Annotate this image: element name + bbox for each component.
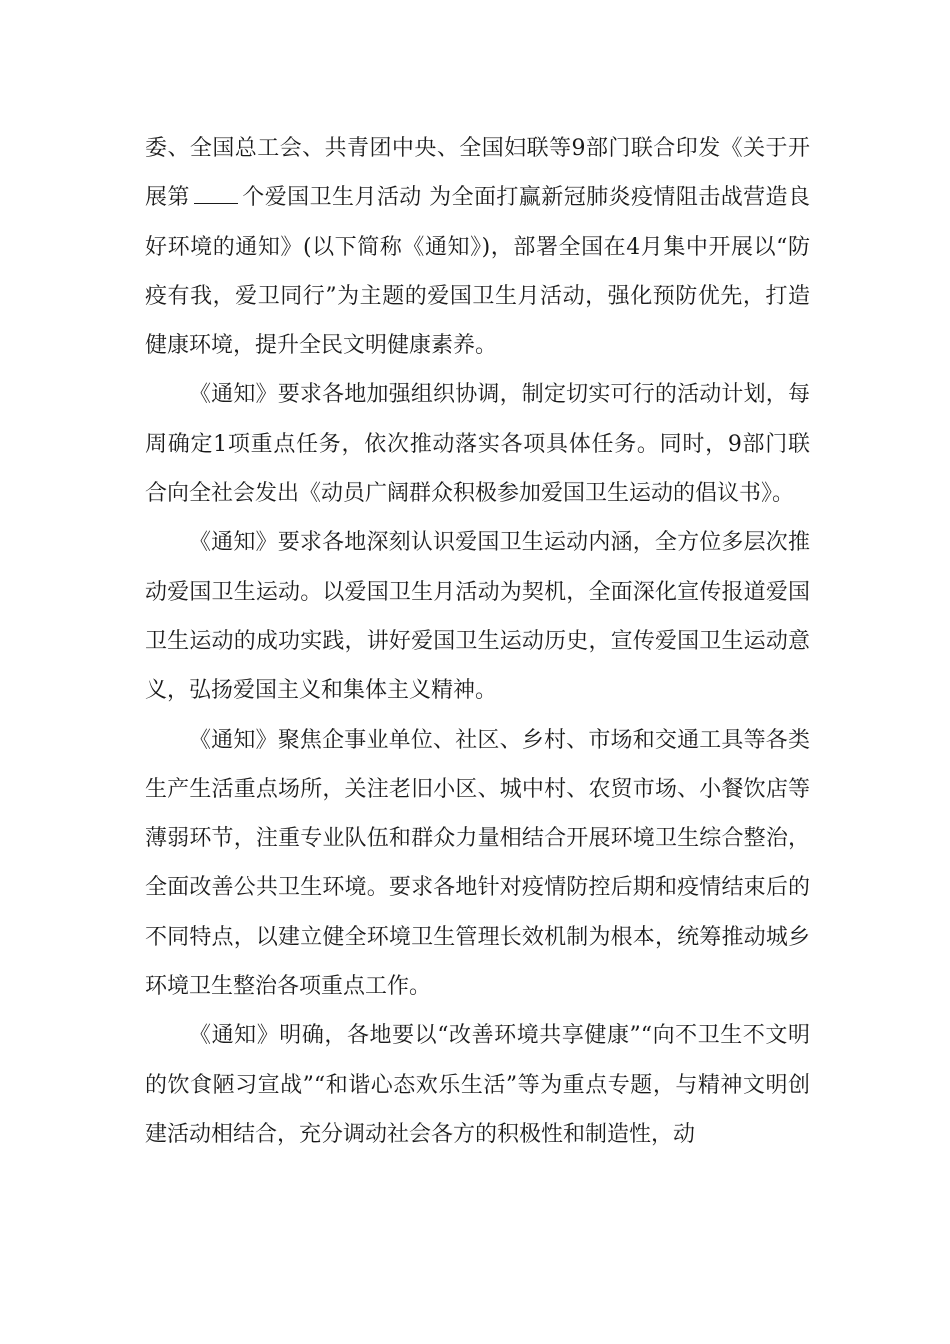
paragraph-1-text-end: 个爱国卫生月活动 为全面打赢新冠肺炎疫情阻击战营造良好环境的通知》(以下简称《通知》)，部署全国在4月集中开展以“防疫有我，爱卫同行”为主题的爱国卫生月活动，强化预防优先，打造健康环境，提升全民文明健康素养。 (145, 185, 810, 359)
paragraph-2: 《通知》要求各地加强组织协调，制定切实可行的活动计划，每周确定1项重点任务，依次推动落实各项具体任务。同时，9部门联合向全社会发出《动员广阔群众积极参加爱国卫生运动的倡议书》。 (145, 382, 810, 507)
document-body (145, 124, 810, 1159)
paragraph-5: 《通知》明确，各地要以“改善环境共享健康”“向不卫生不文明的饮食陋习宣战”“和谐心态欢乐生活”等为重点专题，与精神文明创建活动相结合，充分调动社会各方的积极性和制造性，动 (145, 1023, 810, 1147)
paragraph-1-text-start: 委、全国总工会、共青团中央、全国妇联等9部门联合印发《关于开展第 (145, 136, 810, 211)
paragraph-4: 《通知》聚焦企事业单位、社区、乡村、市场和交通工具等各类生产生活重点场所，关注老旧小区、城中村、农贸市场、小餐饮店等薄弱环节，注重专业队伍和群众力量相结合开展环境卫生综合整治，全面改善公共卫生环境。要求各地针对疫情防控后期和疫情结束后的不同特点，以建立健全环境卫生管理长效机制为根本，统筹推动城乡环境卫生整治各项重点工作。 (145, 727, 810, 1000)
fill-in-blank (194, 185, 238, 204)
paragraph-3: 《通知》要求各地深刻认识爱国卫生运动内涵，全方位多层次推动爱国卫生运动。以爱国卫生月活动为契机，全面深化宣传报道爱国卫生运动的成功实践，讲好爱国卫生运动历史，宣传爱国卫生运动意义，弘扬爱国主义和集体主义精神。 (145, 530, 810, 704)
paragraph-1 (145, 124, 810, 370)
